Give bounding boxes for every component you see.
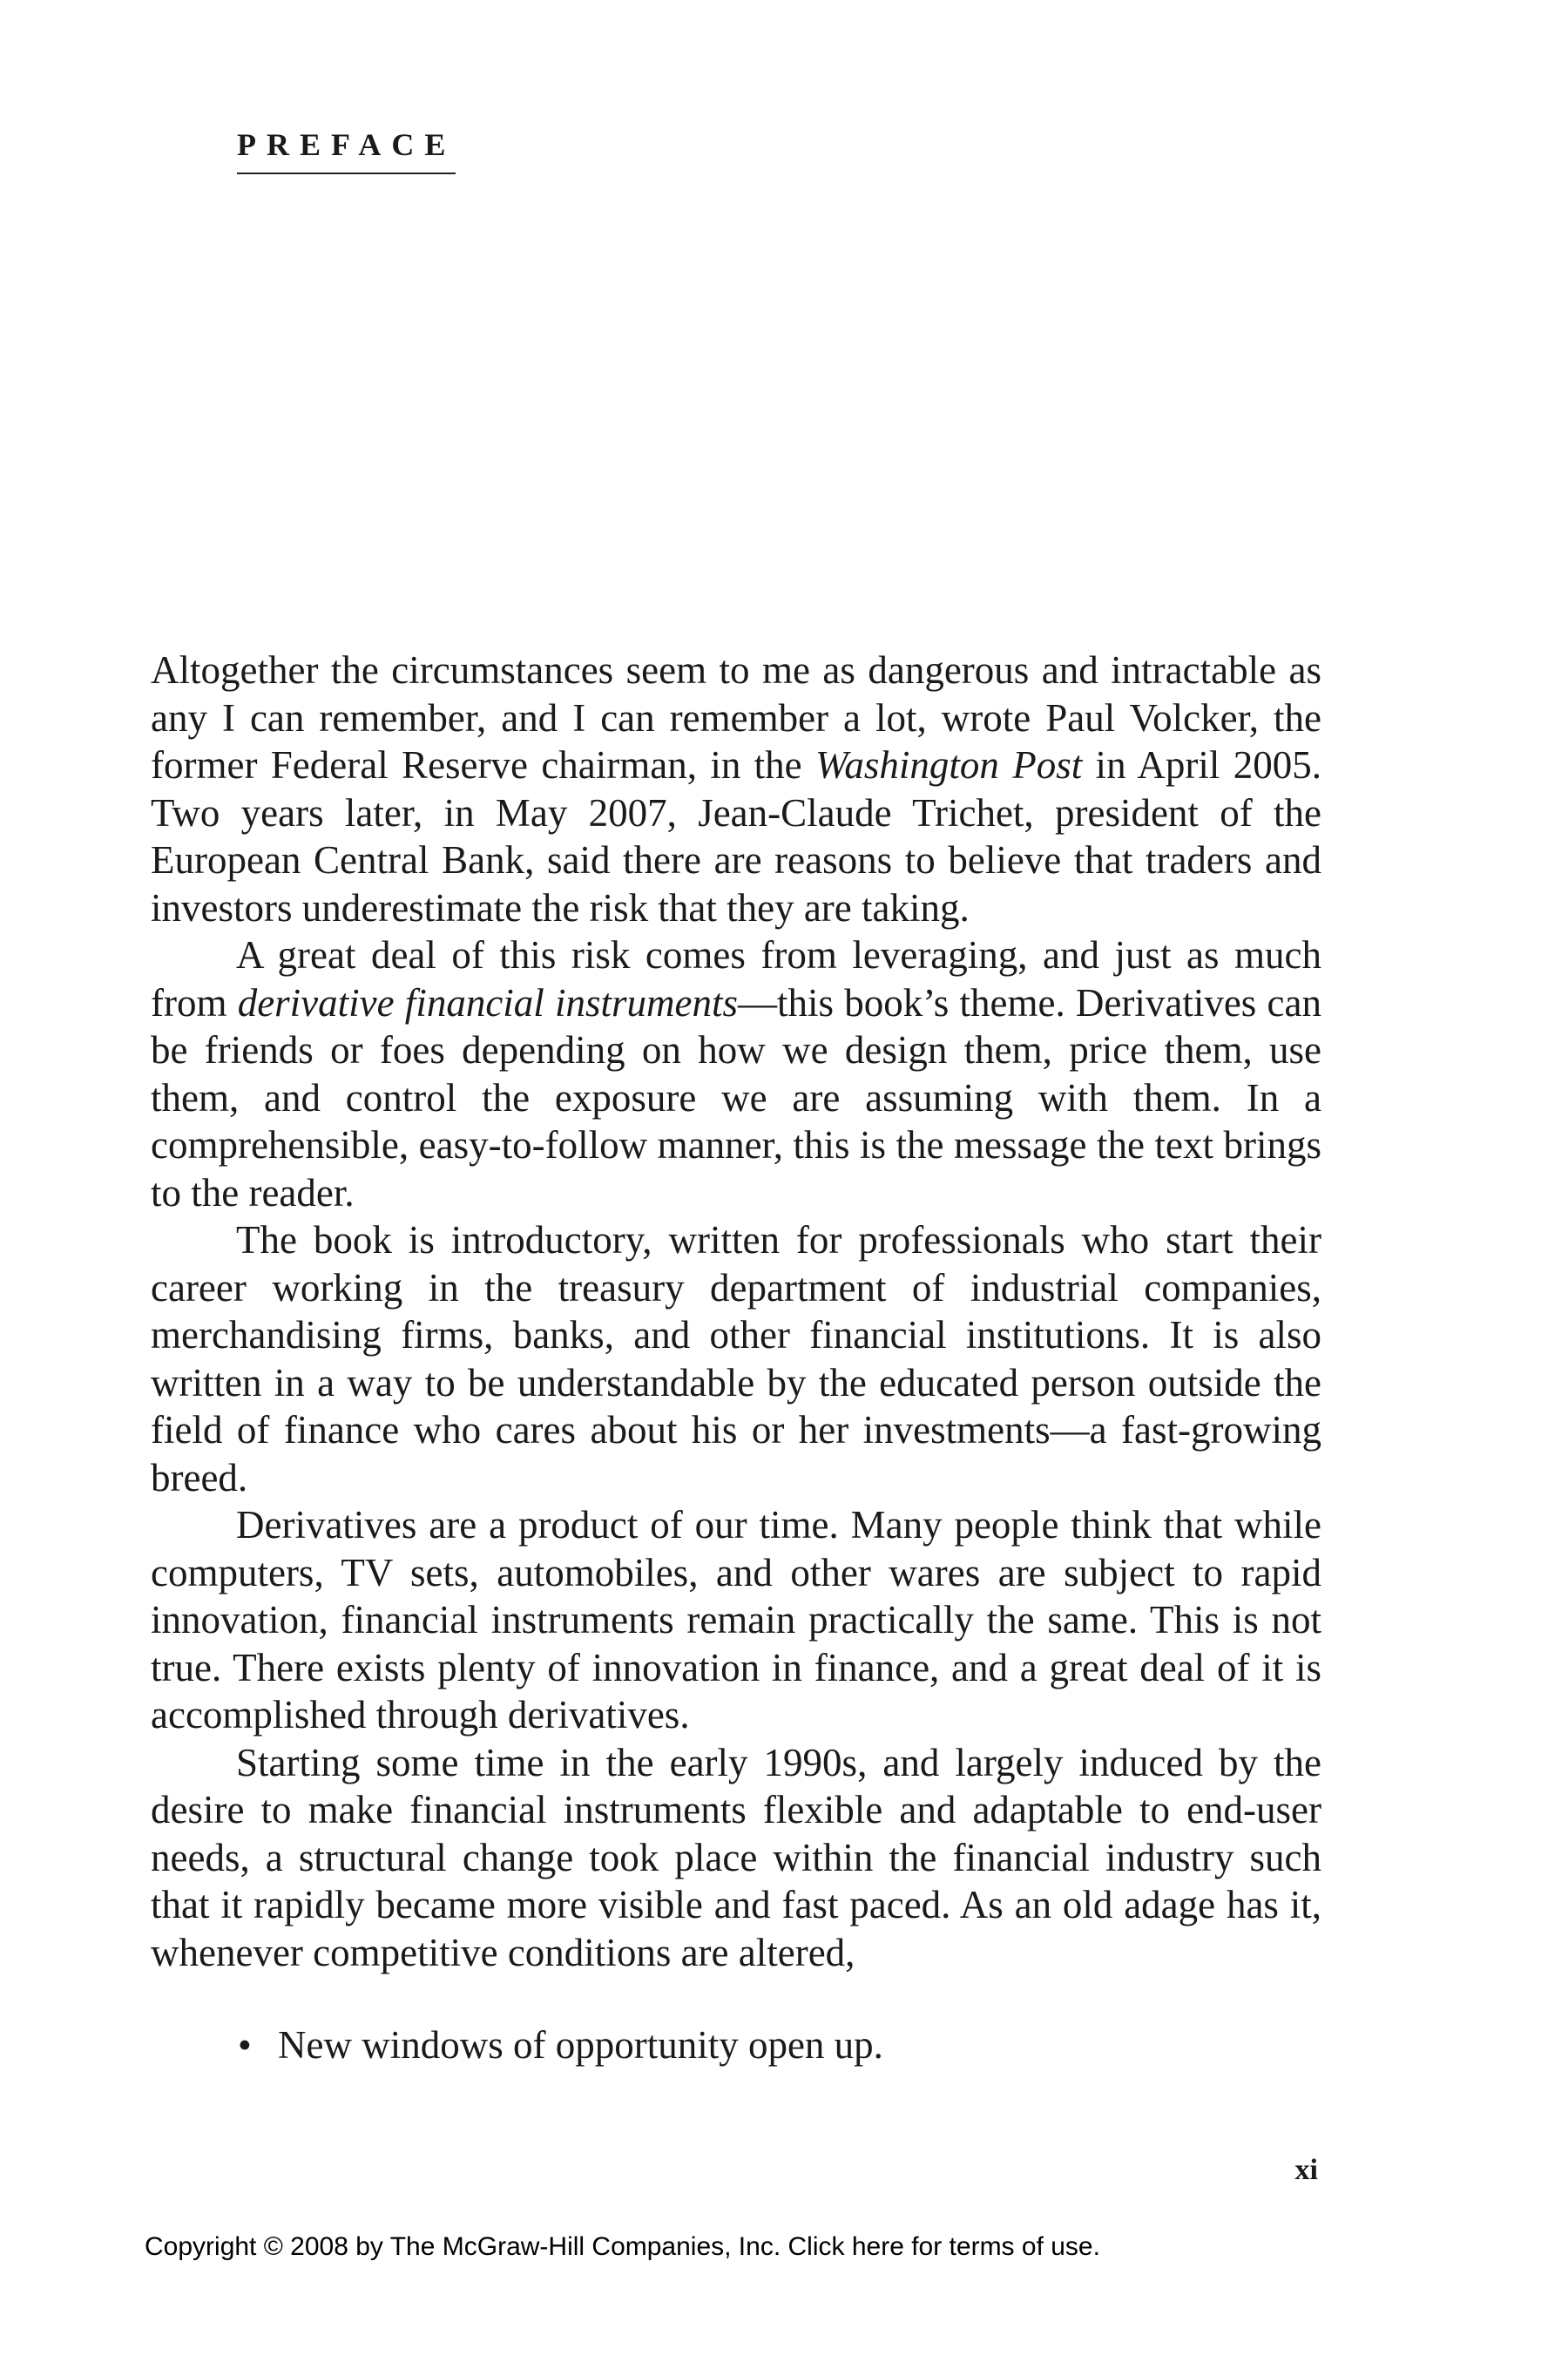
list-item-text: New windows of opportunity open up.: [278, 2023, 883, 2067]
paragraph-2-italic: derivative financial instruments: [237, 980, 739, 1025]
page-number: xi: [1294, 2154, 1318, 2186]
body-text: [151, 647, 1321, 2069]
list-item: [238, 2021, 1321, 2069]
page-title: PREFACE: [237, 129, 456, 174]
paragraph-2: [151, 931, 1321, 1216]
paragraph-2-text-a: A great deal of this risk comes from leveraging, and just as much from: [151, 933, 1321, 1025]
paragraph-1: [151, 647, 1321, 931]
copyright-terms-link[interactable]: Copyright © 2008 by The McGraw-Hill Companies, Inc. Click here for terms of use.: [145, 2232, 1100, 2261]
bullet-list: [151, 2021, 1321, 2069]
paragraph-5: Starting some time in the early 1990s, and largely induced by the desire to make financial instruments flexible and adaptable to end-user needs, a structural change took place within the financial industry such that it rapidly became more visible and fast paced. As an old adage has it, whenever competitive conditions are altered,: [151, 1740, 1321, 1974]
paragraph-4: Derivatives are a product of our time. Many people think that while computers, TV sets, automobiles, and other wares are subject to rapid innovation, financial instruments remain practically the same. This is not true. There exists plenty of innovation in finance, and a great deal of it is accomplished through derivatives.: [151, 1503, 1321, 1737]
paragraph-1-text-a: Altogether the circumstances seem to me as dangerous and intractable as any I can remember, and I can remember a lot, wrote Paul Volcker, the former Federal Reserve chairman, in the: [151, 648, 1321, 787]
paragraph-1-text-b: in April 2005. Two years later, in May 2007, Jean-Claude Trichet, president of the European Central Bank, said there are reasons to believe that traders and investors underestimate the risk that they are taking.: [151, 743, 1322, 930]
paragraph-2-text-b: —this book’s theme. Derivatives can be friends or foes depending on how we design them, price them, use them, and control the exposure we are assuming with them. In a comprehensible, easy-to-follow manner, this is the message the text brings to the reader.: [151, 980, 1321, 1215]
paragraph-1-italic: Washington Post: [815, 743, 1083, 787]
bullet-icon: •: [238, 2023, 252, 2067]
paragraph-3: The book is introductory, written for professionals who start their career working in the treasury department of industrial companies, merchandising firms, banks, and other financial institutions. It is also written in a way to be understandable by the educated person outside the field of finance who cares about his or her investments—a fast-growing breed.: [151, 1218, 1321, 1500]
